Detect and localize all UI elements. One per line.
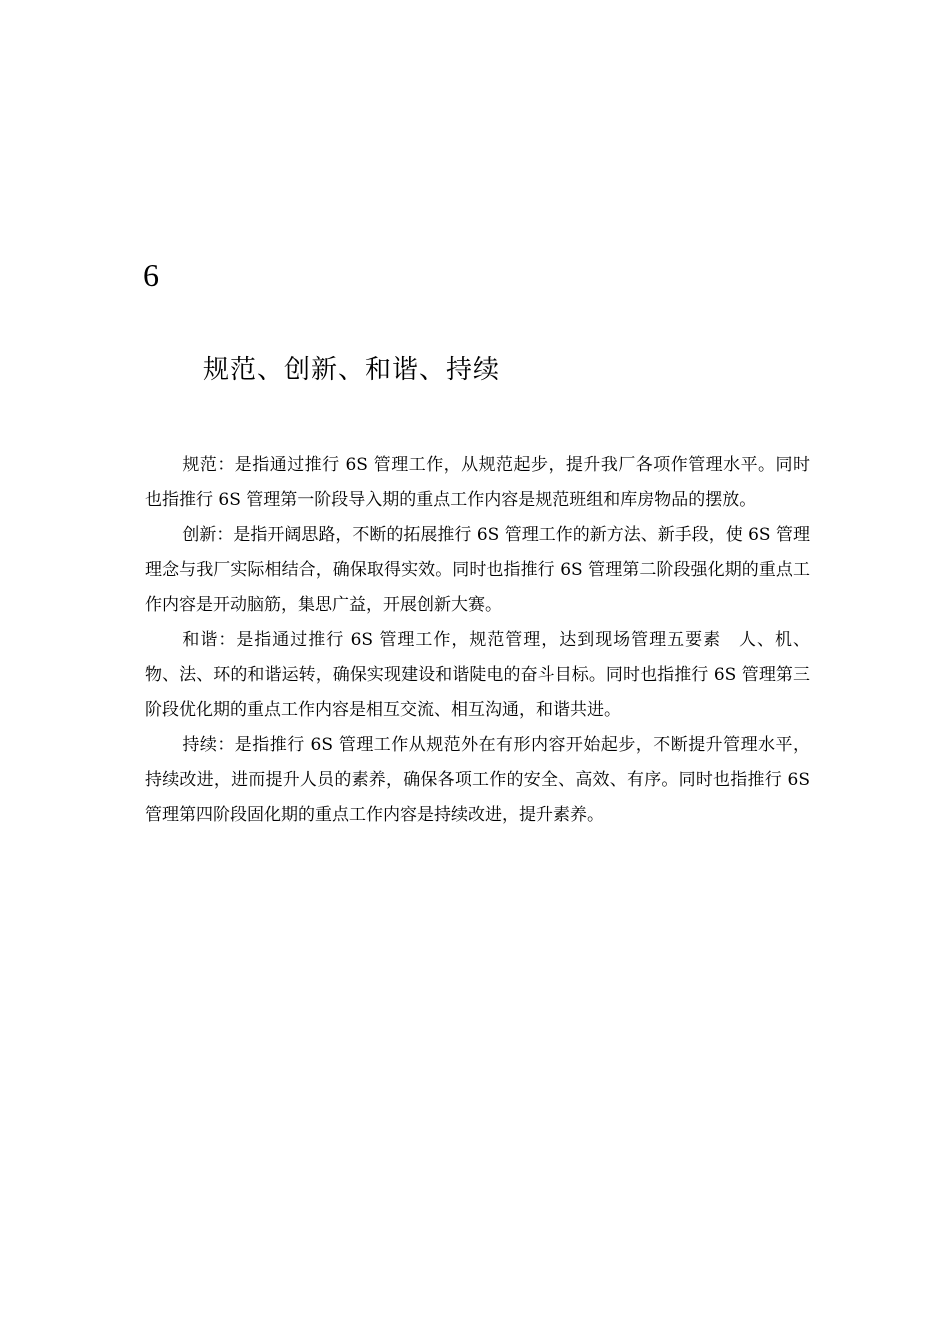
paragraph-chixu: 持续：是指推行 6S 管理工作从规范外在有形内容开始起步，不断提升管理水平，持续改进，进而提升人员的素养，确保各项工作的安全、高效、有序。同时也指推行 6S 管理第四阶段固化期的重点工作内容是持续改进，提升素养。 — [145, 735, 810, 825]
paragraph-hexie: 和谐：是指通过推行 6S 管理工作，规范管理，达到现场管理五要素 人、机、物、法、环的和谐运转，确保实现建设和谐陡电的奋斗目标。同时也指推行 6S 管理第三阶段优化期的重点工作内容是相互交流、相互沟通，和谐共进。 — [145, 630, 810, 720]
section-heading: 规范、创新、和谐、持续 — [203, 355, 501, 385]
paragraph-guifan: 规范：是指通过推行 6S 管理工作，从规范起步，提升我厂各项作管理水平。同时也指推行 6S 管理第一阶段导入期的重点工作内容是规范班组和库房物品的摆放。 — [145, 455, 810, 510]
section-number: 6 — [143, 257, 159, 293]
body-text — [145, 448, 810, 833]
paragraph-chuangxin: 创新：是指开阔思路，不断的拓展推行 6S 管理工作的新方法、新手段，使 6S 管理理念与我厂实际相结合，确保取得实效。同时也指推行 6S 管理第二阶段强化期的重点工作内容是开动脑筋，集思广益，开展创新大赛。 — [145, 525, 810, 615]
